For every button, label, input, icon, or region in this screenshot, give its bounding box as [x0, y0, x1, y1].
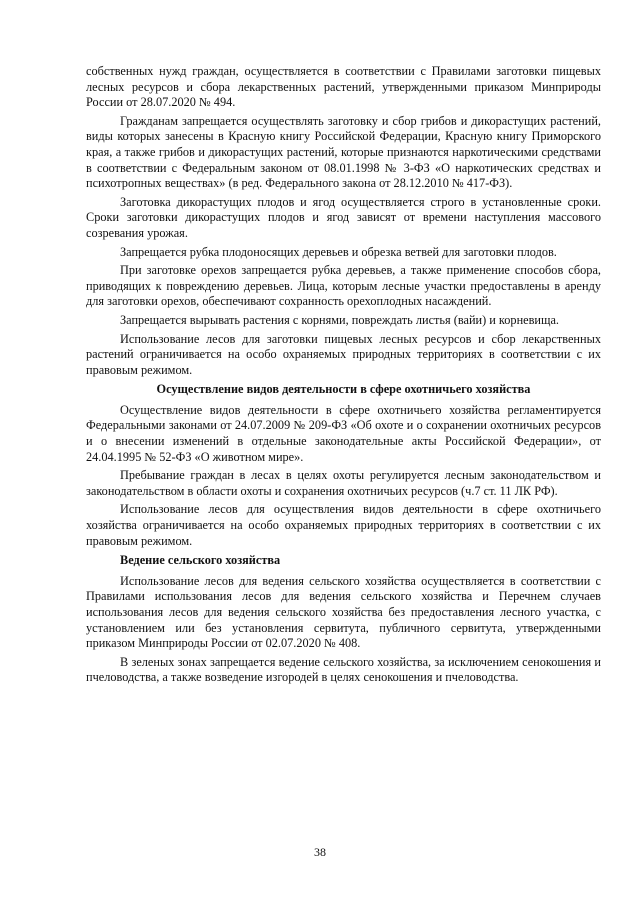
paragraph: В зеленых зонах запрещается ведение сельского хозяйства, за исключением сенокошения и пчеловодства, а также возведение изгородей в целях сенокошения и пчеловодства.: [86, 654, 601, 685]
paragraph: Гражданам запрещается осуществлять заготовку и сбор грибов и дикорастущих растений, виды которых занесены в Красную книгу Российской Федерации, Красную книгу Приморского края, а также грибов и дикорастущих растений, которые признаются наркотическими средствами в соответствии с Федеральным законом от 08.01.1998 № 3-ФЗ «О наркотических средствах и психотропных веществах» (в ред. Федерального закона от 28.12.2010 № 417-ФЗ).: [86, 113, 601, 191]
paragraph: Использование лесов для осуществления видов деятельности в сфере охотничьего хозяйства ограничивается на особо охраняемых природных территориях в соответствии с их правовым режимом.: [86, 502, 601, 548]
paragraph: Использование лесов для ведения сельского хозяйства осуществляется в соответствии с Правилами использования лесов для ведения сельского хозяйства и Перечнем случаев использования лесов для ведения сельского хозяйства без предоставления лесного участка, с установлением или без установления сервитута, публичного сервитута, утвержденными приказом Минприроды России от 02.07.2020 № 408.: [86, 573, 601, 651]
paragraph: Осуществление видов деятельности в сфере охотничьего хозяйства регламентируется Федеральными законами от 24.07.2009 № 209-ФЗ «Об охоте и о сохранении охотничьих ресурсов и о внесении изменений в отдельные законодательные акты Российской Федерации», от 24.04.1995 № 52-ФЗ «О животном мире».: [86, 402, 601, 464]
page-content: [86, 64, 601, 689]
paragraph: Запрещается рубка плодоносящих деревьев и обрезка ветвей для заготовки плодов.: [120, 244, 557, 259]
paragraph: Заготовка дикорастущих плодов и ягод осуществляется строго в установленные сроки. Сроки заготовки дикорастущих плодов и ягод зависят от времени наступления массового созревания урожая.: [86, 194, 601, 240]
paragraph: собственных нужд граждан, осуществляется в соответствии с Правилами заготовки пищевых лесных ресурсов и сбора лекарственных растений, утвержденными приказом Минприроды России от 28.07.2020 № 494.: [86, 64, 601, 110]
paragraph: При заготовке орехов запрещается рубка деревьев, а также применение способов сбора, приводящих к повреждению деревьев. Лица, которым лесные участки предоставлены в аренду для заготовки орехов, обеспечивают сохранность орехоплодных насаждений.: [86, 263, 601, 309]
paragraph: Использование лесов для заготовки пищевых лесных ресурсов и сбор лекарственных растений ограничивается на особо охраняемых природных территориях в соответствии с их правовым режимом.: [86, 331, 601, 377]
paragraph: Пребывание граждан в лесах в целях охоты регулируется лесным законодательством и законодательством в области охоты и сохранения охотничьих ресурсов (ч.7 ст. 11 ЛК РФ).: [86, 468, 601, 498]
section-heading-agriculture: Ведение сельского хозяйства: [120, 553, 281, 568]
page-number: 38: [314, 845, 326, 859]
section-heading-hunting: Осуществление видов деятельности в сфере охотничьего хозяйства: [156, 382, 531, 397]
paragraph: Запрещается вырывать растения с корнями, повреждать листья (вайи) и корневища.: [120, 312, 560, 327]
